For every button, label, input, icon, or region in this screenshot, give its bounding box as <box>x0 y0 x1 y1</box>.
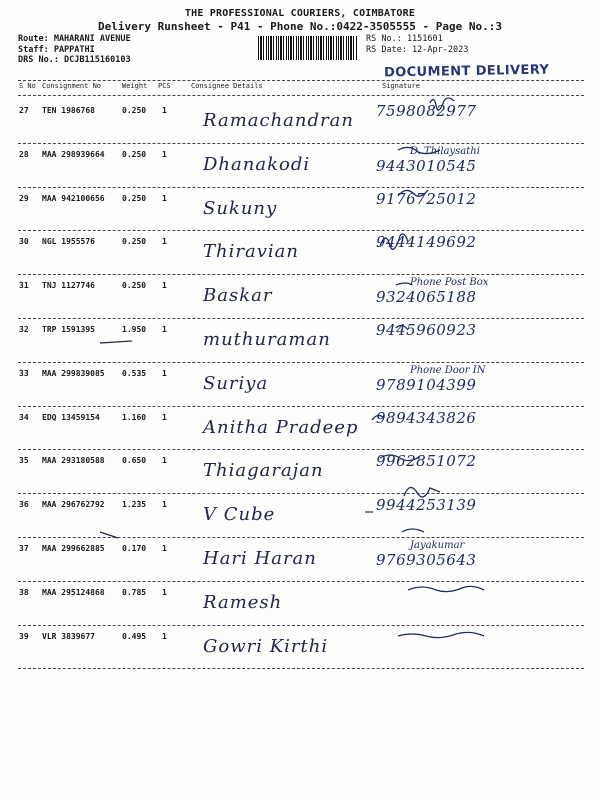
consignee-handwritten-name: Baskar <box>203 285 273 307</box>
route-label: Route: MAHARANI AVENUE <box>18 34 131 44</box>
row-weight: 0.250 <box>122 149 147 159</box>
signature-phone: 9944253139 <box>376 496 477 515</box>
row-sno: 27 <box>19 106 29 115</box>
row-pcs: 1 <box>162 281 167 291</box>
row-weight: 0.250 <box>122 237 147 247</box>
row-consignment-no: TRP 1591395 <box>42 325 95 334</box>
row-weight: 0.785 <box>122 587 147 597</box>
signature-phone: 9789104399 <box>376 375 477 394</box>
row-consignment-no: NGL 1955576 <box>42 237 95 247</box>
row-sno: 38 <box>19 587 29 597</box>
row-consignment-no: TNJ 1127746 <box>42 281 95 291</box>
consignee-handwritten-name: Sukuny <box>203 197 278 219</box>
document-delivery-stamp: DOCUMENT DELIVERY <box>383 62 550 81</box>
row-pcs: 1 <box>162 412 167 422</box>
signature-stroke <box>380 234 408 249</box>
signature-note: D. Thilaysathi <box>410 145 480 157</box>
consignee-handwritten-name: muthuraman <box>203 329 331 350</box>
row-pcs: 1 <box>162 325 167 334</box>
signature-phone: 9962851072 <box>376 452 477 471</box>
row-sno: 36 <box>19 500 29 510</box>
signature-note: Jayakumar <box>410 540 465 551</box>
row-weight: 1.950 <box>122 325 147 334</box>
row-sno: 33 <box>19 368 29 378</box>
signature-note: Phone Post Box <box>410 277 489 289</box>
row-weight: 0.250 <box>122 281 147 291</box>
row-weight: 0.535 <box>122 368 147 378</box>
signature-stroke <box>380 455 420 461</box>
signature-stroke <box>402 529 424 532</box>
row-pcs: 1 <box>162 587 167 597</box>
row-weight: 1.235 <box>122 500 147 510</box>
row-weight: 0.250 <box>122 193 147 203</box>
signature-phone: 9769305643 <box>376 551 477 569</box>
consignee-handwritten-name: Gowri Kirthi <box>203 635 329 657</box>
rs-date: RS Date: 12-Apr-2023 <box>366 44 469 55</box>
row-pcs: 1 <box>162 500 167 510</box>
row-pcs: 1 <box>162 456 167 466</box>
col-weight: Weight <box>122 82 148 90</box>
row-weight: 0.250 <box>122 106 147 115</box>
signature-stroke <box>372 415 384 420</box>
consignee-handwritten-name: Anitha Pradeep <box>203 416 359 438</box>
row-consignment-no: VLR 3839677 <box>42 631 95 641</box>
row-sno: 31 <box>19 281 29 291</box>
row-weight: 1.160 <box>122 412 147 422</box>
rs-number: RS No.: 1151601 <box>366 34 443 44</box>
row-consignment-no: MAA 299662885 <box>42 544 105 553</box>
signature-stroke <box>398 190 428 196</box>
consignee-handwritten-name: Ramachandran <box>203 110 354 131</box>
col-consignment: Consignment No <box>42 82 102 90</box>
row-pcs: 1 <box>162 149 167 159</box>
row-consignment-no: EDQ 13459154 <box>42 412 100 422</box>
pen-mark <box>100 341 132 343</box>
row-sno: 30 <box>19 237 29 247</box>
signature-stroke <box>398 147 440 153</box>
company-title: THE PROFESSIONAL COURIERS, COIMBATORE <box>184 8 416 19</box>
consignee-handwritten-name: Hari Haran <box>203 548 317 569</box>
row-sno: 34 <box>19 412 29 422</box>
row-consignment-no: MAA 293180588 <box>42 456 105 466</box>
consignee-handwritten-name: Ramesh <box>203 591 283 613</box>
signature-phone: 9176725012 <box>376 189 477 208</box>
row-sno: 35 <box>19 456 29 466</box>
row-sno: 32 <box>19 325 29 334</box>
row-sno: 39 <box>19 631 29 641</box>
staff-label: Staff: PAPPATHI <box>18 44 95 55</box>
row-pcs: 1 <box>162 368 167 378</box>
runsheet-subtitle: Delivery Runsheet - P41 - Phone No.:0422-3505555 - Page No.:3 <box>98 20 502 33</box>
signature-phone: 9444149692 <box>376 233 477 252</box>
row-pcs: 1 <box>162 237 167 247</box>
signature-phone: 9324065188 <box>376 288 477 307</box>
col-pcs: PCS <box>158 82 171 90</box>
row-consignment-no: MAA 299839085 <box>42 368 105 378</box>
row-consignment-no: MAA 942100656 <box>42 193 105 203</box>
consignee-handwritten-name: Suriya <box>203 372 269 394</box>
col-consignee: Consignee Details <box>191 82 263 90</box>
pen-mark <box>100 532 118 538</box>
row-consignment-no: MAA 298939664 <box>42 149 105 159</box>
row-sno: 29 <box>19 193 29 203</box>
row-pcs: 1 <box>162 544 167 553</box>
signature-stroke <box>430 98 454 110</box>
signature-phone: 9894343826 <box>376 408 477 427</box>
row-sno: 28 <box>19 149 29 159</box>
row-pcs: 1 <box>162 631 167 641</box>
row-weight: 0.170 <box>122 544 147 553</box>
row-weight: 0.495 <box>122 631 147 641</box>
signature-stroke <box>396 283 412 285</box>
consignee-handwritten-name: Thiravian <box>203 241 299 263</box>
signature-phone: 9445960923 <box>376 321 477 339</box>
row-weight: 0.650 <box>122 456 147 466</box>
drs-label: DRS No.: DCJB115160103 <box>18 55 131 65</box>
signature-phone: 7598082977 <box>376 102 477 120</box>
consignee-handwritten-name: V Cube <box>203 504 276 526</box>
signature-note: Phone Door IN <box>410 364 486 376</box>
row-pcs: 1 <box>162 193 167 203</box>
row-sno: 37 <box>19 544 29 553</box>
col-signature: Signature <box>382 82 420 90</box>
signature-stroke <box>408 586 484 591</box>
signature-phone: 9443010545 <box>376 156 477 175</box>
signature-stroke <box>404 487 440 496</box>
consignee-handwritten-name: Thiagarajan <box>203 460 324 482</box>
row-consignment-no: MAA 295124868 <box>42 587 105 597</box>
signature-stroke <box>396 325 408 330</box>
consignee-handwritten-name: Dhanakodi <box>203 153 311 175</box>
row-pcs: 1 <box>162 106 167 115</box>
col-sno: S No <box>19 82 36 90</box>
signature-stroke <box>398 632 484 637</box>
row-consignment-no: TEN 1986768 <box>42 106 95 115</box>
row-consignment-no: MAA 296762792 <box>42 500 105 510</box>
